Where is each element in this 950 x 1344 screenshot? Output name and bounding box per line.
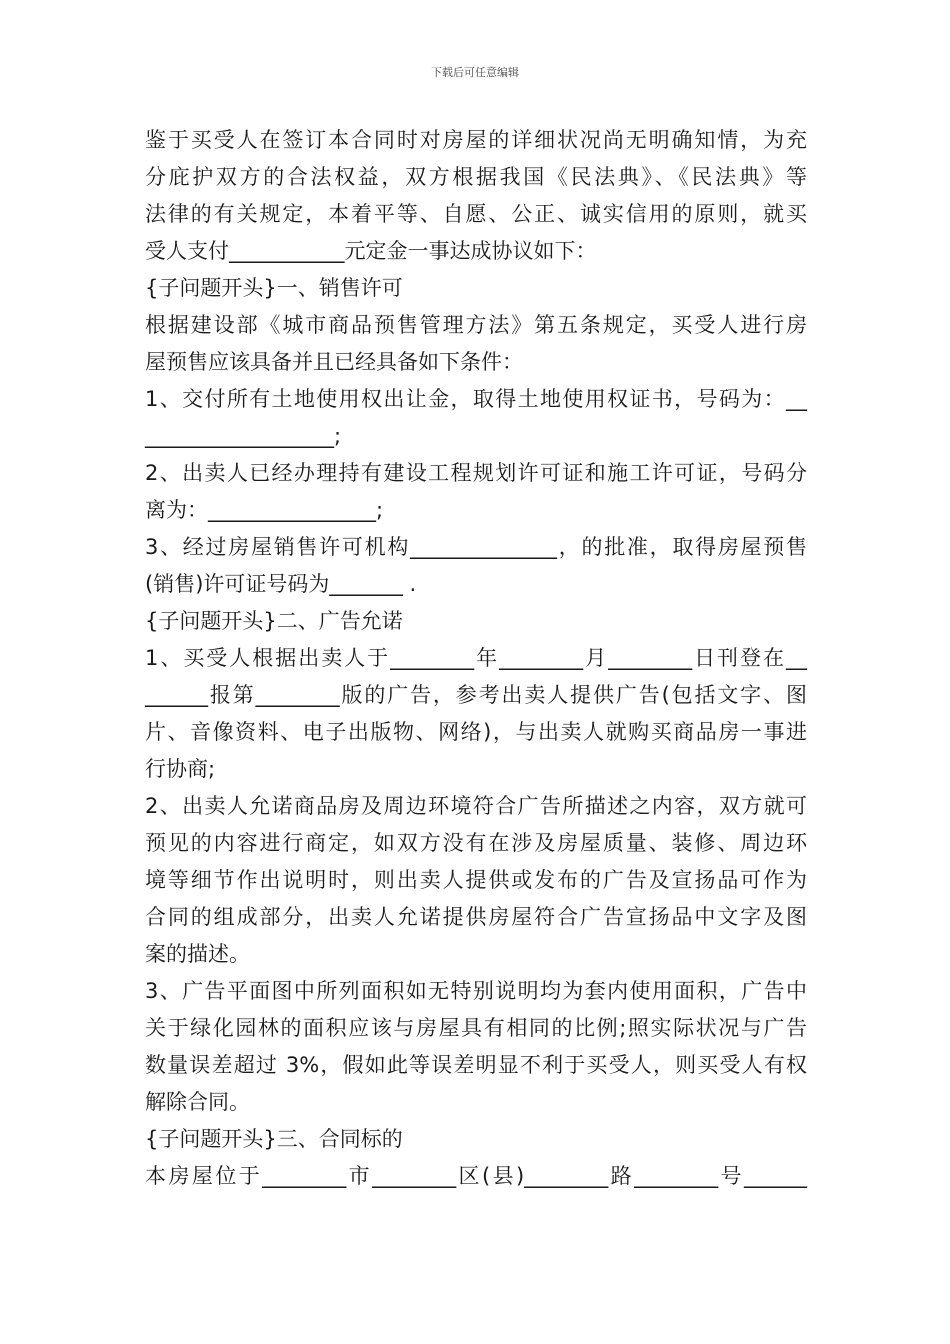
document-body [145,122,807,1195]
paragraph-line: 2、出卖人允诺商品房及周边环境符合广告所描述之内容，双方就可 [145,794,807,818]
paragraph-line: 解除合同。 [145,1090,250,1114]
paragraph-line: 屋预售应该具备并且已经具备如下条件： [145,350,523,374]
page-header: 下载后可任意编辑 [431,66,519,79]
paragraph-line: 关于绿化园林的面积应该与房屋具有相同的比例;照实际状况与广告 [145,1016,807,1040]
paragraph-line: (销售)许可证号码为_______ . [145,572,417,596]
paragraph-line: __________________; [145,424,342,448]
paragraph-line: 分庇护双方的合法权益，双方根据我国《民法典》、《民法典》等 [145,165,807,189]
section-heading: {子问题开头}一、销售许可 [145,276,403,300]
paragraph-line: 受人支付___________元定金一事达成协议如下： [145,239,597,263]
paragraph-line: 预见的内容进行商定，如双方没有在涉及房屋质量、装修、周边环 [145,831,807,855]
paragraph-line: 2、出卖人已经办理持有建设工程规划许可证和施工许可证，号码分 [145,461,807,485]
paragraph-line: 片、音像资料、电子出版物、网络)，与出卖人就购买商品房一事进 [145,720,807,744]
paragraph-line: 1、买受人根据出卖人于________年________月________日刊登在__ [145,646,807,670]
paragraph-line: 根据建设部《城市商品预售管理方法》第五条规定，买受人进行房 [145,313,807,337]
paragraph-line: 鉴于买受人在签订本合同时对房屋的详细状况尚无明确知情，为充 [145,128,807,152]
paragraph-line: 1、交付所有土地使用权出让金，取得土地使用权证书，号码为：__ [145,387,807,411]
paragraph-line: 案的描述。 [145,942,250,966]
paragraph-line: 离为：________________; [145,498,384,522]
section-heading: {子问题开头}二、广告允诺 [145,609,403,633]
paragraph-line: 境等细节作出说明时，则出卖人提供或发布的广告及宣扬品可作为 [145,868,807,892]
paragraph-line: 行协商; [145,757,216,781]
paragraph-line: 法律的有关规定，本着平等、自愿、公正、诚实信用的原则，就买 [145,202,807,226]
paragraph-line: 3、广告平面图中所列面积如无特别说明均为套内使用面积，广告中 [145,979,807,1003]
paragraph-line: 数量误差超过 3%，假如此等误差明显不利于买受人，则买受人有权 [145,1053,807,1077]
section-heading: {子问题开头}三、合同标的 [145,1127,403,1151]
paragraph-line: 3、经过房屋销售许可机构______________，的批准，取得房屋预售 [145,535,807,559]
paragraph-line: 合同的组成部分，出卖人允诺提供房屋符合广告宣扬品中文字及图 [145,905,807,929]
paragraph-line: 本房屋位于________市________区(县)________路________号______ [145,1164,807,1188]
paragraph-line: ______报第________版的广告，参考出卖人提供广告(包括文字、图 [145,683,807,707]
